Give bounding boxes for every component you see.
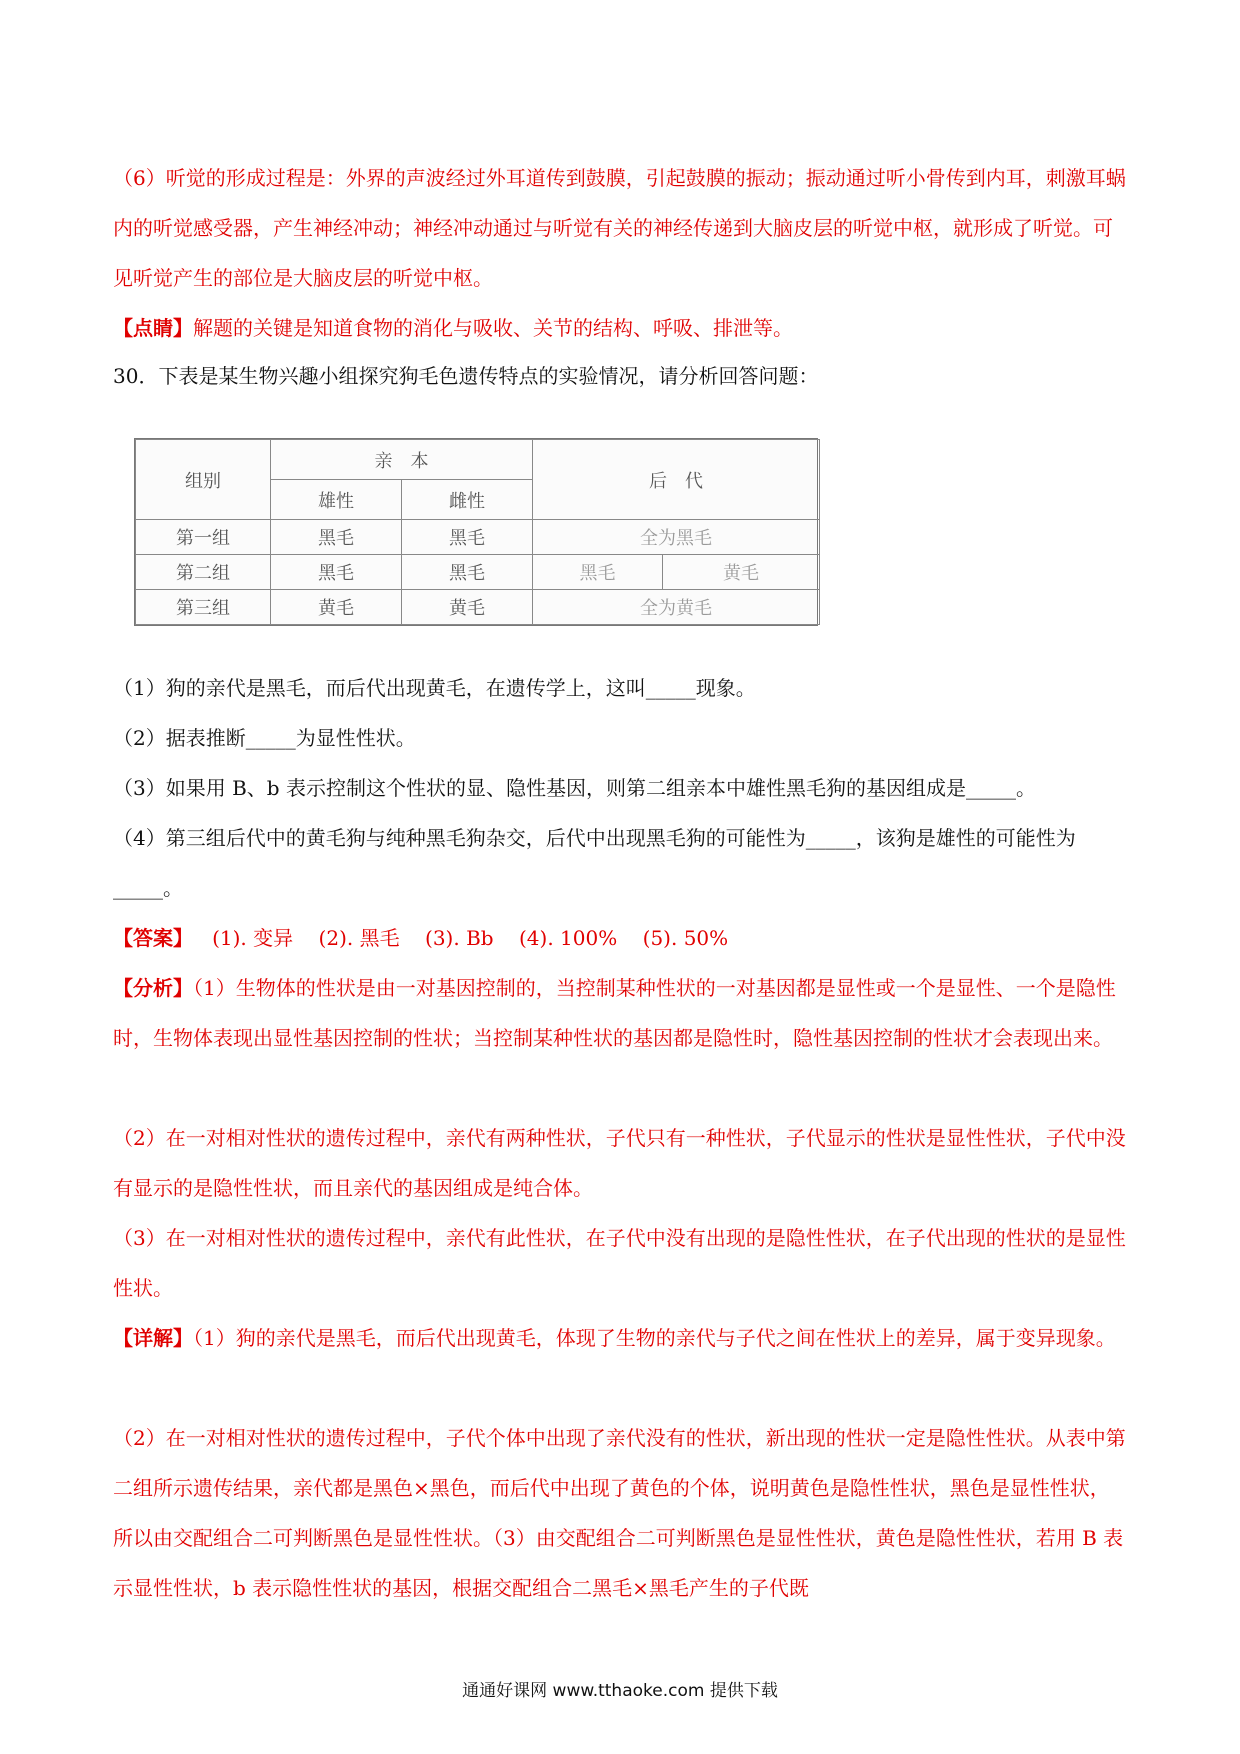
cell-offspring-b: 黄毛 bbox=[663, 555, 820, 590]
question-2: （2）据表推断_____为显性性状。 bbox=[113, 726, 416, 750]
cell-offspring-a: 黑毛 bbox=[533, 555, 663, 590]
analysis-item-6: （6）听觉的形成过程是：外界的声波经过外耳道传到鼓膜，引起鼓膜的振动；振动通过听小骨传到内耳，刺激耳蜗内的听觉感受器，产生神经冲动；神经冲动通过与听觉有关的神经传递到大脑皮层的听觉中枢，就形成了听觉。可见听觉产生的部位是大脑皮层的听觉中枢。 bbox=[113, 166, 1126, 290]
cell-offspring: 全为黑毛 bbox=[533, 520, 820, 555]
dianjing-line bbox=[113, 303, 1129, 353]
question-3: （3）如果用 B、b 表示控制这个性状的显、隐性基因，则第二组亲本中雄性黑毛狗的基因组成是_____。 bbox=[113, 776, 1036, 800]
cell-female: 黄毛 bbox=[402, 590, 533, 625]
header-offspring: 后 代 bbox=[533, 440, 820, 520]
dianjing-tag: 【点睛】 bbox=[113, 316, 193, 340]
analysis-2: （2）在一对相对性状的遗传过程中，亲代有两种性状，子代只有一种性状，子代显示的性状是显性性状，子代中没有显示的是隐性性状，而且亲代的基因组成是纯合体。 bbox=[113, 1126, 1126, 1200]
header-group: 组别 bbox=[136, 440, 271, 520]
cell-female: 黑毛 bbox=[402, 555, 533, 590]
answer-line bbox=[113, 913, 1129, 963]
genetics-table bbox=[135, 439, 820, 625]
answer-text: (1). 变异 (2). 黑毛 (3). Bb (4). 100% (5). 50% bbox=[193, 926, 729, 950]
cell-male: 黄毛 bbox=[271, 590, 402, 625]
page-footer: 通通好课网 www.tthaoke.com 提供下载 bbox=[462, 1681, 778, 1701]
cell-group: 第二组 bbox=[136, 555, 271, 590]
detail-1 bbox=[113, 1313, 1129, 1363]
detail-text-1: （1）狗的亲代是黑毛，而后代出现黄毛，体现了生物的亲代与子代之间在性状上的差异，属于变异现象。 bbox=[193, 1326, 1116, 1350]
cell-group: 第一组 bbox=[136, 520, 271, 555]
table-row bbox=[136, 555, 820, 590]
dianjing-text: 解题的关键是知道食物的消化与吸收、关节的结构、呼吸、排泄等。 bbox=[193, 316, 793, 340]
question-stem: 30．下表是某生物兴趣小组探究狗毛色遗传特点的实验情况，请分析回答问题： bbox=[113, 364, 819, 388]
header-female: 雌性 bbox=[402, 480, 533, 520]
detail-tag: 【详解】 bbox=[113, 1326, 193, 1350]
cell-offspring: 全为黄毛 bbox=[533, 590, 820, 625]
question-4: （4）第三组后代中的黄毛狗与纯种黑毛狗杂交，后代中出现黑毛狗的可能性为_____，该狗是雄性的可能性为_____。 bbox=[113, 826, 1076, 900]
cell-group: 第三组 bbox=[136, 590, 271, 625]
table-row bbox=[136, 520, 820, 555]
answer-tag: 【答案】 bbox=[113, 926, 193, 950]
analysis-3: （3）在一对相对性状的遗传过程中，亲代有此性状，在子代中没有出现的是隐性性状，在子代出现的性状的是显性性状。 bbox=[113, 1226, 1126, 1300]
question-1: （1）狗的亲代是黑毛，而后代出现黄毛，在遗传学上，这叫_____现象。 bbox=[113, 676, 756, 700]
cell-female: 黑毛 bbox=[402, 520, 533, 555]
analysis-tag: 【分析】 bbox=[113, 976, 193, 1000]
cell-male: 黑毛 bbox=[271, 555, 402, 590]
header-male: 雄性 bbox=[271, 480, 402, 520]
genetics-table-image bbox=[134, 438, 818, 626]
cell-male: 黑毛 bbox=[271, 520, 402, 555]
table-row bbox=[136, 590, 820, 625]
detail-2: （2）在一对相对性状的遗传过程中，子代个体中出现了亲代没有的性状，新出现的性状一定是隐性性状。从表中第二组所示遗传结果，亲代都是黑色×黑色，而后代中出现了黄色的个体，说明黄色是隐性性状，黑色是显性性状，所以由交配组合二可判断黑色是显性性状。（3）由交配组合二可判断黑色是显性性状，黄色是隐性性状，若用 B 表示显性性状，b 表示隐性性状的基因，根据交配组合二黑毛×黑毛产生的子代既 bbox=[113, 1426, 1126, 1600]
analysis-1 bbox=[113, 963, 1129, 1063]
analysis-text-1: （1）生物体的性状是由一对基因控制的，当控制某种性状的一对基因都是显性或一个是显性、一个是隐性时，生物体表现出显性基因控制的性状；当控制某种性状的基因都是隐性时，隐性基因控制的性状才会表现出来。 bbox=[113, 976, 1116, 1050]
header-parents: 亲 本 bbox=[271, 440, 533, 480]
